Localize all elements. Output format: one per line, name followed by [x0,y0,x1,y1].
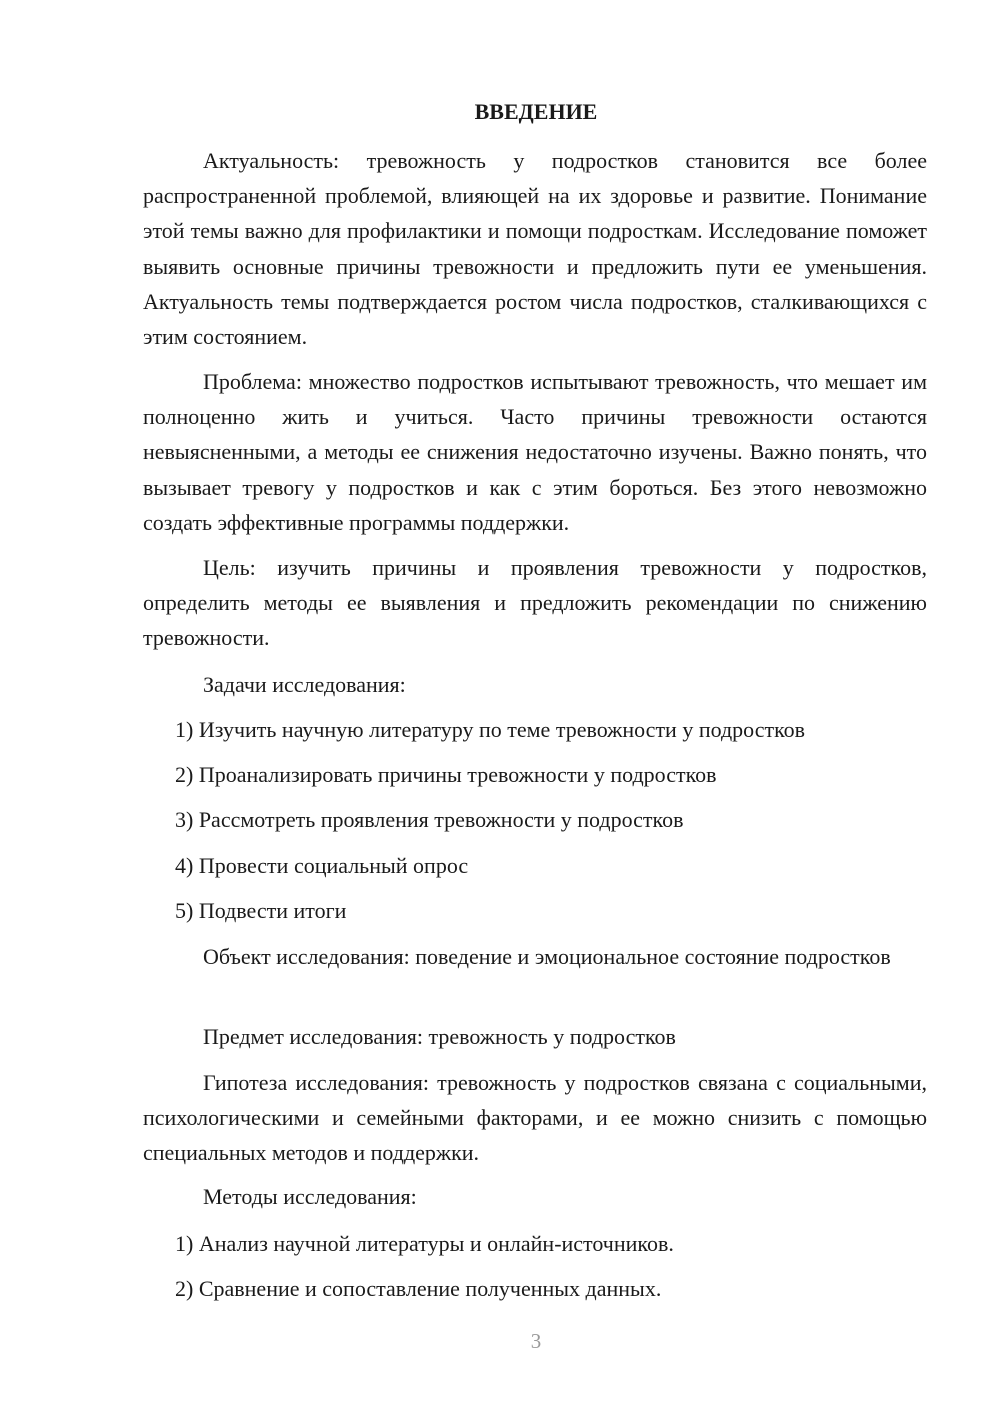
method-item: 1) Анализ научной литературы и онлайн-источников. [175,1231,674,1256]
task-item: 1) Изучить научную литературу по теме тревожности у подростков [175,717,806,742]
subject-paragraph: Предмет исследования: тревожность у подростков [203,1024,676,1049]
relevance-paragraph: Актуальность: тревожность у подростков становится все более распространенной проблемой, влияющей на их здоровье и развитие. Понимание этой темы важно для профилактики и помощи подросткам. Исследование поможет выявить основные причины тревожности и предложить пути ее уменьшения. Актуальность темы подтверждается ростом числа подростков, сталкивающихся с этим состоянием. [143,148,927,350]
hypothesis-paragraph: Гипотеза исследования: тревожность у подростков связана с социальными, психологическими и семейными факторами, и ее можно снизить с помощью специальных методов и поддержки. [143,1070,927,1166]
task-item: 4) Провести социальный опрос [175,853,469,878]
object-paragraph: Объект исследования: поведение и эмоциональное состояние подростков [203,944,891,969]
section-title: ВВЕДЕНИЕ [474,99,598,124]
method-item: 2) Сравнение и сопоставление полученных данных. [175,1276,662,1301]
methods-heading: Методы исследования: [203,1184,417,1209]
task-item: 5) Подвести итоги [175,898,347,923]
goal-paragraph: Цель: изучить причины и проявления тревожности у подростков, определить методы ее выявления и предложить рекомендации по снижению тревожности. [143,555,927,651]
page-number: 3 [530,1329,542,1353]
tasks-heading: Задачи исследования: [203,672,406,697]
problem-paragraph: Проблема: множество подростков испытывают тревожность, что мешает им полноценно жить и учиться. Часто причины тревожности остаются невыясненными, а методы ее снижения недостаточно изучены. Важно понять, что вызывает тревогу у подростков и как с этим бороться. Без этого невозможно создать эффективные программы поддержки. [143,369,927,535]
task-item: 3) Рассмотреть проявления тревожности у подростков [175,807,684,832]
task-item: 2) Проанализировать причины тревожности у подростков [175,762,717,787]
